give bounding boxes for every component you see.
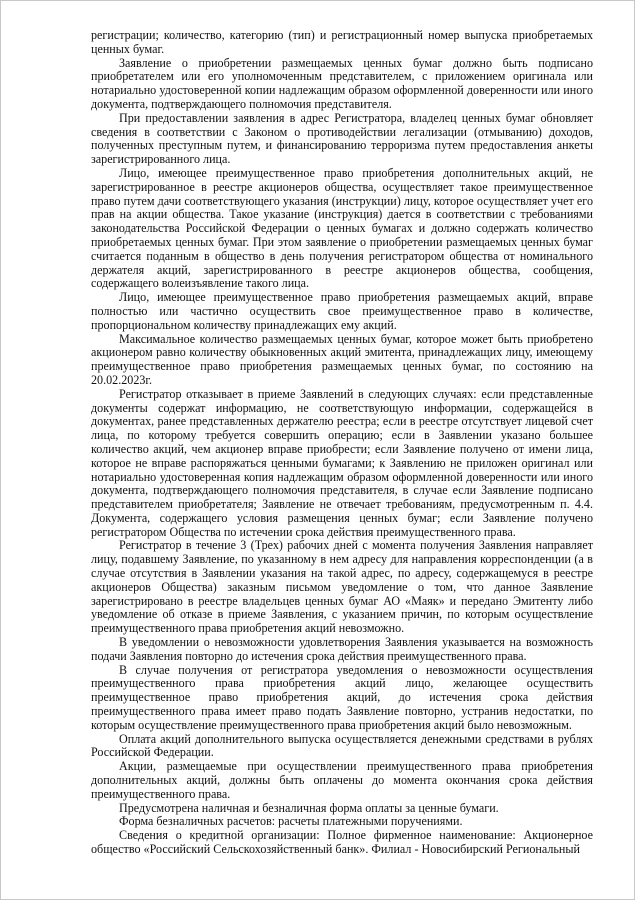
paragraph-refusal-cases: Регистратор отказывает в приеме Заявлений в следующих случаях: если представленные документы содержат информацию, не соответствующую информации, содержащейся в документах, ранее представленных держателю реестра; если в реестре отсутствует лицевой счет лица, по которому требуется совершить операцию; если в Заявлении указано большее количество акций, чем акционер вправе приобрести; если Заявление получено от имени лица, которое не вправе распоряжаться ценными бумагами; к Заявлению не приложен оригинал или нотариально удостоверенная копия надлежащим образом оформленной доверенности или иного документа, подтверждающего полномочия представителя, в случае если Заявление подписано представителем приобретателя; Заявление не отвечает требованиям, предусмотренным п. 4.4. Документа, содержащего условия размещения ценных бумаг; если Заявление получено регистратором Общества по истечении срока действия преимущественного права. (91, 386, 593, 539)
paragraph-resubmission-note: В уведомлении о невозможности удовлетворения Заявления указывается на возможность подачи Заявления повторно до истечения срока действия преимущественного права. (91, 635, 593, 663)
paragraph-payment-deadline: Акции, размещаемые при осуществлении преимущественного права приобретения дополнительных акций, должны быть оплачены до момента окончания срока действия преимущественного права. (91, 759, 593, 801)
document-body (91, 29, 593, 857)
paragraph-application-signature: Заявление о приобретении размещаемых ценных бумаг должно быть подписано приобретателем или его уполномоченным представителем, с приложением оригинала или нотариально удостоверенной копии надлежащим образом оформленной доверенности или иного документа, подтверждающего полномочия представителя. (91, 55, 593, 111)
paragraph-maximum-quantity: Максимальное количество размещаемых ценных бумаг, которое может быть приобретено акционером равно количеству обыкновенных акций эмитента, принадлежащих лицу, имеющему преимущественное право приобретения размещаемых ценных бумаг, по состоянию на 20.02.2023г. (91, 331, 593, 387)
paragraph-resubmission-right: В случае получения от регистратора уведомления о невозможности осуществления преимущественного права приобретения акций лицо, желающее осуществить преимущественное право приобретения акций, до истечения срока действия преимущественного права имеет право подать Заявление повторно, устранив недостатки, по которым осуществление преимущественного права приобретения акций было невозможным. (91, 662, 593, 732)
paragraph-registrar-notice: Регистратор в течение 3 (Трех) рабочих дней с момента получения Заявления направляет лицу, подавшему Заявление, по указанному в нем адресу для направления корреспонденции (а в случае отсутствия в Заявлении указания на такой адрес, по адресу, содержащемуся в реестре акционеров Общества) заказным письмом уведомление о том, что данное Заявление зарегистрировано в реестре владельцев ценных бумаг АО «Маяк» и передано Эмитенту либо уведомление об отказе в приеме Заявления, с указанием причин, по которым осуществление преимущественного права приобретения акций невозможно. (91, 538, 593, 636)
paragraph-cashless-form: Форма безналичных расчетов: расчеты платежными поручениями. (119, 814, 463, 829)
paragraph-registration-details: регистрации; количество, категорию (тип) и регистрационный номер выпуска приобретаемых ценных бумаг. (91, 28, 593, 56)
paragraph-partial-exercise: Лицо, имеющее преимущественное право приобретения размещаемых акций, вправе полностью или частично осуществить свое преимущественное право в количестве, пропорциональном количеству принадлежащих ему акций. (91, 290, 593, 332)
paragraph-aml-update: При предоставлении заявления в адрес Регистратора, владелец ценных бумаг обновляет сведения в соответствии с Законом о противодействии легализации (отмыванию) доходов, полученных преступным путем, и финансированию терроризма путем предоставления анкеты зарегистрированного лица. (91, 110, 593, 167)
paragraph-nominee-holder: Лицо, имеющее преимущественное право приобретения дополнительных акций, не зарегистрированное в реестре акционеров общества, осуществляет такое преимущественное право путем дачи соответствующего указания (инструкции) лицу, которое осуществляет учет его прав на акции общества. Такое указание (инструкция) дается в соответствии с требованиями законодательства Российской Федерации о ценных бумагах и должно содержать количество приобретаемых ценных бумаг. При этом заявление о приобретении размещаемых ценных бумаг считается поданным в общество в день получения регистратором общества от номинального держателя акций, зарегистрированного в реестре акционеров общества, сообщения, содержащего волеизъявление такого лица. (91, 165, 593, 291)
paragraph-payment-currency: Оплата акций дополнительного выпуска осуществляется денежными средствами в рублях Российской Федерации. (91, 731, 593, 760)
paragraph-payment-forms: Предусмотрена наличная и безналичная форма оплаты за ценные бумаги. (119, 800, 499, 815)
paragraph-bank-details: Сведения о кредитной организации: Полное фирменное наименование: Акционерное общество «Российский Сельскохозяйственный банк». Филиал - Новосибирский Региональный (91, 828, 593, 857)
